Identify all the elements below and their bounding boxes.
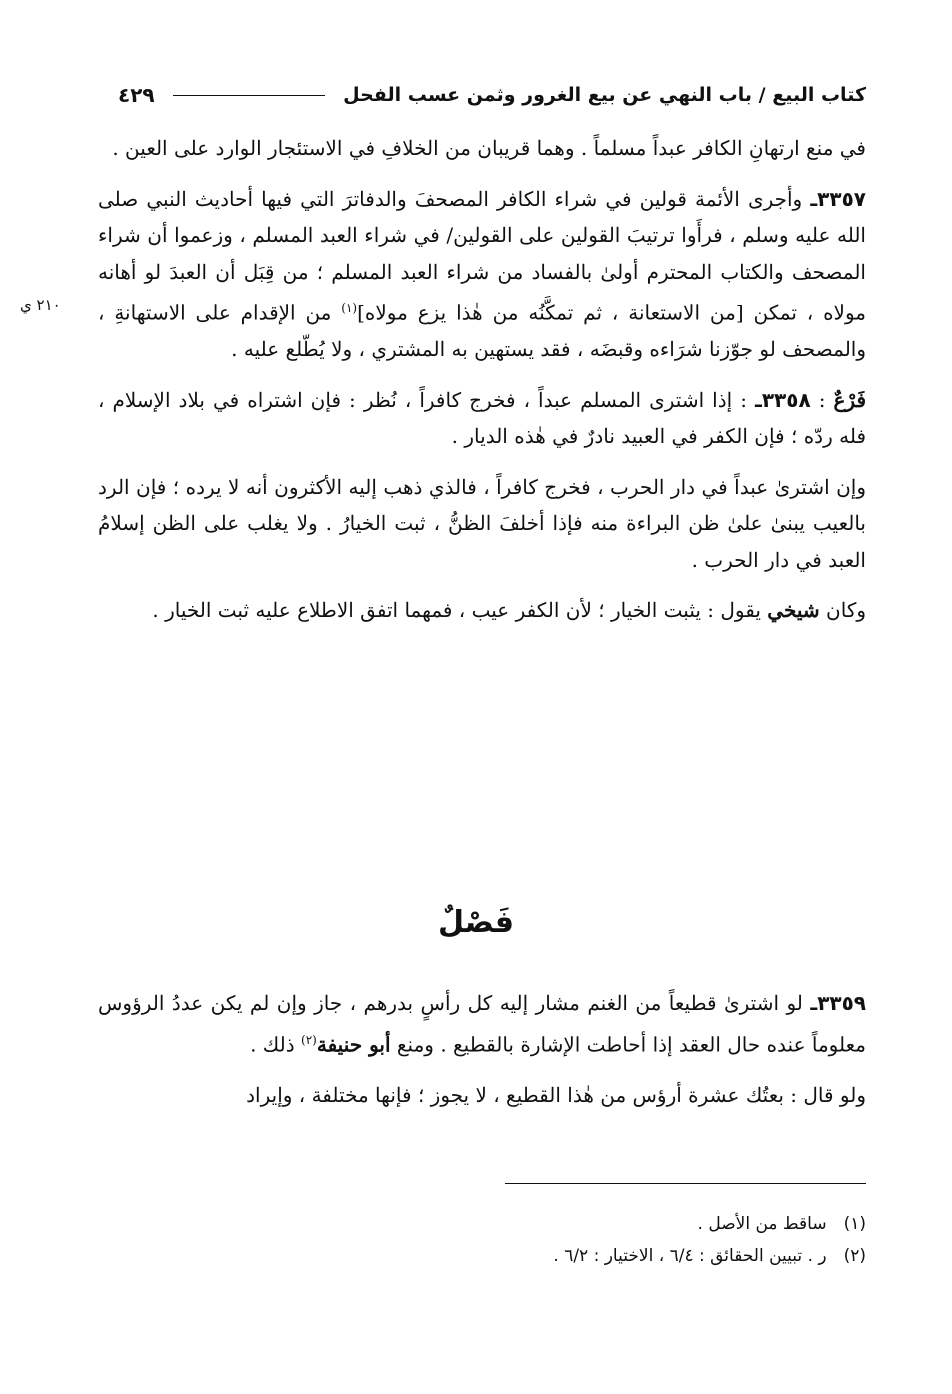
paragraph-4: وإن اشترىٰ عبداً في دار الحرب ، فخرج كافراً ، فالذي ذهب إليه الأكثرون أنه لا يرده ؛ فإن الرد بالعيب يبنىٰ علىٰ ظن البراءة منه فإذا أخلفَ الظنُّ ، ثبت الخيارُ . ولا يغلب على الظن إسلامُ العبد في دار الحرب . <box>98 474 866 572</box>
far-label: فَرْعٌ <box>833 387 866 412</box>
footnote-1 <box>400 1208 866 1240</box>
section-heading: فَصْلٌ <box>438 905 514 940</box>
footnote-ref-1: (١) <box>341 301 358 315</box>
paragraph-5 <box>98 592 866 629</box>
paragraph-text: يقول : يثبت الخيار ؛ لأن الكفر عيب ، فمهما اتفق الاطلاع عليه ثبت الخيار . <box>152 598 761 623</box>
paragraph-text: من الإقدام على الاستهانةِ ، والمصحف لو جوّزنا شرَاءه وقبضَه ، فقد يستهين به المشتري ، ولا يُطّلع عليه . <box>98 300 866 362</box>
paragraph-3358: فَرْعٌ : ٣٣٥٨ـ : إذا اشترى المسلم عبداً ، فخرج كافراً ، نُظر : فإن اشتراه في بلاد الإسلام ، فله ردّه ؛ فإن الكفر في العبيد نادرٌ في هٰذه الديار . <box>98 387 866 449</box>
paragraph-text: وأجرى الأئمة قولين في شراء الكافر المصحفَ والدفاترَ التي فيها أحاديث النبي صلى الله عليه وسلم ، فرأَوا ترتيبَ القولين على القولين/ في شراء العبد المسلم ، وزعموا أن شراء المصحف والكتاب المحترم أولىٰ بالفساد من شراء العبد المسلم ؛ من قِبَل أن العبدَ لو أهانه مولاه ، تمكن [من الاستعانة ، ثم تمكَّنُه من هٰذا يزع مولاه] <box>98 186 867 325</box>
footnote-ref-2: (٢) <box>301 1032 317 1047</box>
paragraph-text: وكان <box>826 598 866 623</box>
paragraph-3359 <box>98 985 866 1063</box>
paragraph-text: لو اشترىٰ قطيعاً من الغنم مشار إليه كل رأسٍ بدرهم ، جاز وإن لم يكن عددُ الرؤوس معلوماً عنده حال العقد إذا أحاطت الإشارة بالقطيع . ومنع <box>98 991 866 1057</box>
issue-number: ٣٣٥٧ـ <box>810 186 866 211</box>
running-header <box>118 78 866 112</box>
paragraph-text: ذلك . <box>250 1032 295 1057</box>
paragraph-7: ولو قال : بعتُك عشرة أرؤس من هٰذا القطيع ، لا يجوز ؛ فإنها مختلفة ، وإيراد <box>246 1082 866 1107</box>
paragraph-3357 <box>98 181 866 368</box>
footnotes <box>400 1208 866 1272</box>
footnote-number: (٢) <box>843 1246 866 1266</box>
issue-number: ٣٣٥٩ـ <box>810 991 867 1015</box>
margin-note: ٢١٠ ي <box>20 296 61 314</box>
issue-number: ٣٣٥٨ـ <box>755 387 811 412</box>
page-number: ٤٢٩ <box>118 83 155 107</box>
footnote-text: ر . تبيين الحقائق : ٦/٤ ، الاختيار : ٦/٢ . <box>553 1246 827 1266</box>
section-text <box>98 985 866 1127</box>
author-ref: شيخي <box>767 598 820 623</box>
footnote-2 <box>400 1240 866 1272</box>
author-ref: أبو حنيفة <box>316 1032 391 1057</box>
main-text <box>98 130 866 643</box>
header-rule <box>173 95 326 96</box>
footnote-number: (١) <box>843 1214 866 1234</box>
header-title: كتاب البيع / باب النهي عن بيع الغرور وثمن عسب الفحل <box>343 84 866 106</box>
paragraph-text: : إذا اشترى المسلم عبداً ، فخرج كافراً ، نُظر : فإن اشتراه في بلاد الإسلام ، فله ردّه ؛ فإن الكفر في العبيد نادرٌ في هٰذه الديار . <box>98 387 866 449</box>
paragraph-1: في منع ارتهانِ الكافر عبداً مسلماً . وهما قريبان من الخلافِ في الاستئجار الوارد على العين . <box>112 136 866 160</box>
footnote-rule <box>505 1183 866 1184</box>
footnote-text: ساقط من الأصل . <box>697 1214 827 1234</box>
